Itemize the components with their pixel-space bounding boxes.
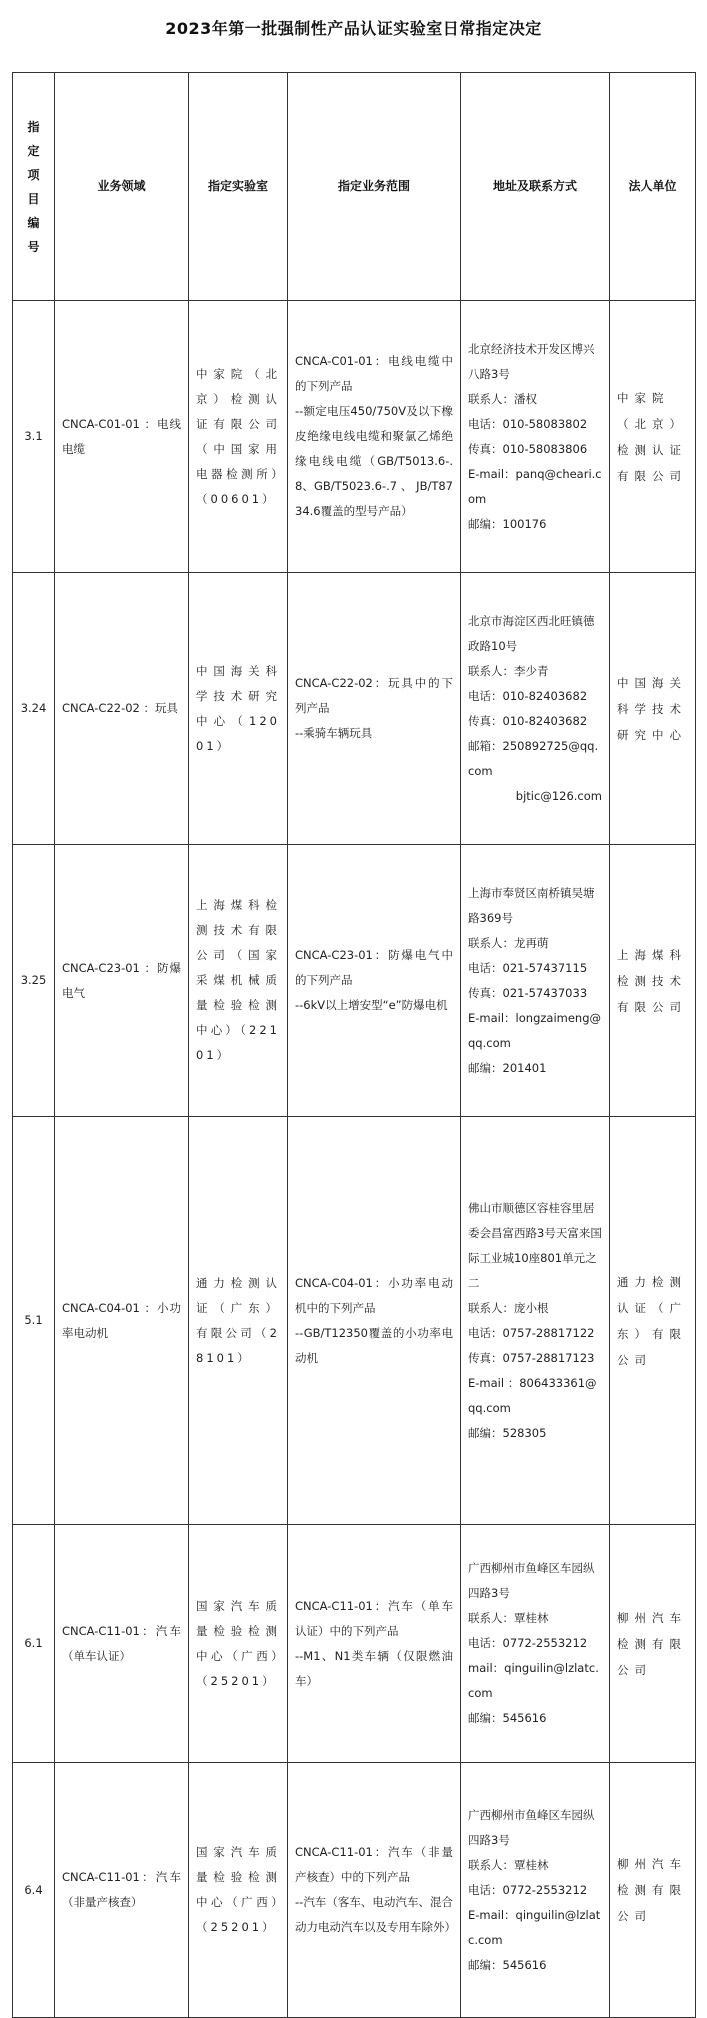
- contact-line: 电话：010-82403682: [468, 688, 588, 703]
- contact-line: 电话：0772-2553212: [468, 1882, 588, 1897]
- contact-line-extra: bjtic@126.com: [515, 788, 602, 803]
- scope-line: CNCA-C23-01：防爆电气中的下列产品: [295, 948, 453, 987]
- cell-scope: [288, 845, 461, 1117]
- designation-table: [12, 72, 696, 2018]
- cell-scope: [288, 301, 461, 573]
- table-row: [13, 573, 696, 845]
- table-row: [13, 845, 696, 1117]
- document: [0, 8, 707, 1972]
- contact-line: 电话：0772-2553212: [468, 1636, 588, 1650]
- contact-line: E-mail：longzaimeng@qq.com: [468, 1010, 602, 1050]
- header-scope: 指定业务范围: [288, 73, 461, 301]
- cell-field: CNCA-C22-02 ：玩具: [55, 573, 189, 845]
- cell-scope: [288, 1763, 461, 2018]
- cell-field: CNCA-C04-01 ：小功率电动机: [55, 1117, 189, 1525]
- header-legal: 法人单位: [610, 73, 696, 301]
- cell-lab: 上海煤科检测技术有限公司（国家采煤机械质量检验检测中心）（22101）: [189, 845, 288, 1117]
- scope-line: CNCA-C11-01：汽车（非量产核查）中的下列产品: [295, 1845, 453, 1884]
- contact-line: 上海市奉贤区南桥镇吴塘路369号: [468, 885, 595, 925]
- contact-line: 传真：0757-28817123: [468, 1350, 595, 1365]
- contact-line: 邮编：545616: [468, 1711, 547, 1725]
- contact-line: E-mail ：806433361@qq.com: [468, 1375, 597, 1415]
- table-row: [13, 301, 696, 573]
- header-item-no: 指定项目编号: [13, 73, 55, 301]
- contact-line: mail：qinguilin@lzlatc.com: [468, 1661, 599, 1700]
- contact-line: 北京市海淀区西北旺镇德政路10号: [468, 613, 595, 653]
- cell-legal: 柳州汽车检测有限公司: [610, 1525, 696, 1763]
- cell-contact: [461, 1117, 610, 1525]
- contact-line: 邮编：545616: [468, 1957, 547, 1972]
- cell-lab: 中家院（北京）检测认证有限公司（中国家用电器检测所）（00601）: [189, 301, 288, 573]
- scope-line: CNCA-C01-01：电线电缆中的下列产品: [295, 354, 453, 393]
- contact-line: 邮编：201401: [468, 1060, 547, 1075]
- scope-line: CNCA-C04-01：小功率电动机中的下列产品: [295, 1275, 453, 1315]
- cell-contact: [461, 1525, 610, 1763]
- contact-line: 电话：021-57437115: [468, 960, 588, 975]
- contact-line: 电话：0757-28817122: [468, 1325, 595, 1340]
- table-header-row: [13, 73, 696, 301]
- contact-line: E-mail：qinguilin@lzlatc.com: [468, 1907, 601, 1947]
- contact-line: 联系人：潘权: [468, 391, 537, 406]
- cell-contact: [461, 573, 610, 845]
- scope-line: --额定电压450/750V及以下橡皮绝缘电线电缆和聚氯乙烯绝缘电线电缆（GB/T5013.6-.8、GB/T5023.6-.7 、 JB/T8734.6覆盖的型号产品）: [295, 404, 453, 518]
- contact-line: 佛山市顺德区容桂容里居委会昌富西路3号天富来国际工业城10座801单元之二: [468, 1200, 602, 1290]
- document-title: 2023年第一批强制性产品认证实验室日常指定决定: [165, 19, 542, 38]
- cell-item-no: 5.1: [13, 1117, 55, 1525]
- header-lab: 指定实验室: [189, 73, 288, 301]
- cell-lab: 国家汽车质量检验检测中心（广西）（25201）: [189, 1525, 288, 1763]
- cell-field: CNCA-C11-01：汽车（单车认证）: [55, 1525, 189, 1763]
- cell-field: CNCA-C01-01 ：电线电缆: [55, 301, 189, 573]
- contact-line: 传真：021-57437033: [468, 985, 588, 1000]
- cell-legal: 上海煤科检测技术有限公司: [610, 845, 696, 1117]
- contact-line: 传真：010-58083806: [468, 441, 588, 456]
- cell-legal: 通力检测认证（广东）有限公司: [610, 1117, 696, 1525]
- cell-legal: 中国海关科学技术研究中心: [610, 573, 696, 845]
- contact-line: 广西柳州市鱼峰区车园纵四路3号: [468, 1807, 595, 1847]
- contact-line: 联系人：龙再萌: [468, 935, 549, 950]
- cell-item-no: 3.25: [13, 845, 55, 1117]
- scope-line: --M1、N1类车辆（仅限燃油车）: [295, 1648, 453, 1688]
- cell-legal: 柳州汽车检测有限公司: [610, 1763, 696, 2018]
- contact-line: 联系人：李少青: [468, 663, 549, 678]
- contact-line: 邮编：100176: [468, 516, 547, 531]
- contact-line: 邮箱：250892725@qq.com: [468, 738, 599, 778]
- scope-line: --GB/T12350覆盖的小功率电动机: [295, 1325, 453, 1365]
- contact-line: E-mail：panq@cheari.com: [468, 466, 602, 506]
- cell-scope: [288, 1117, 461, 1525]
- cell-lab: 中国海关科学技术研究中心（12001）: [189, 573, 288, 845]
- cell-field: CNCA-C11-01：汽车（非量产核查）: [55, 1763, 189, 2018]
- contact-line: 广西柳州市鱼峰区车园纵四路3号: [468, 1561, 595, 1600]
- contact-line: 传真：010-82403682: [468, 713, 588, 728]
- contact-line: 北京经济技术开发区博兴八路3号: [468, 341, 595, 381]
- contact-line: 邮编：528305: [468, 1425, 547, 1440]
- table-row: [13, 1117, 696, 1525]
- scope-line: --6kV以上增安型“e”防爆电机: [295, 998, 448, 1012]
- header-field: 业务领域: [55, 73, 189, 301]
- scope-line: --乘骑车辆玩具: [295, 726, 373, 740]
- cell-scope: [288, 573, 461, 845]
- cell-item-no: 6.1: [13, 1525, 55, 1763]
- cell-lab: 国家汽车质量检验检测中心（广西）（25201）: [189, 1763, 288, 2018]
- contact-line: 联系人：覃桂林: [468, 1611, 549, 1625]
- header-contact: 地址及联系方式: [461, 73, 610, 301]
- contact-line: 联系人：庞小根: [468, 1300, 549, 1315]
- cell-item-no: 3.1: [13, 301, 55, 573]
- contact-line: 电话：010-58083802: [468, 416, 588, 431]
- table-row: [13, 1763, 696, 2018]
- cell-item-no: 6.4: [13, 1763, 55, 2018]
- table-row: [13, 1525, 696, 1763]
- cell-legal: 中家院（北京）检测认证有限公司: [610, 301, 696, 573]
- scope-line: --汽车（客车、电动汽车、混合动力电动汽车以及专用车除外）: [295, 1895, 456, 1934]
- cell-field: CNCA-C23-01 ：防爆电气: [55, 845, 189, 1117]
- cell-contact: [461, 845, 610, 1117]
- cell-scope: [288, 1525, 461, 1763]
- contact-line: 联系人：覃桂林: [468, 1857, 549, 1872]
- cell-contact: [461, 1763, 610, 2018]
- cell-item-no: 3.24: [13, 573, 55, 845]
- cell-contact: [461, 301, 610, 573]
- scope-line: CNCA-C11-01：汽车（单车认证）中的下列产品: [295, 1598, 453, 1638]
- cell-lab: 通力检测认证（广东）有限公司（28101）: [189, 1117, 288, 1525]
- scope-line: CNCA-C22-02：玩具中的下列产品: [295, 676, 453, 715]
